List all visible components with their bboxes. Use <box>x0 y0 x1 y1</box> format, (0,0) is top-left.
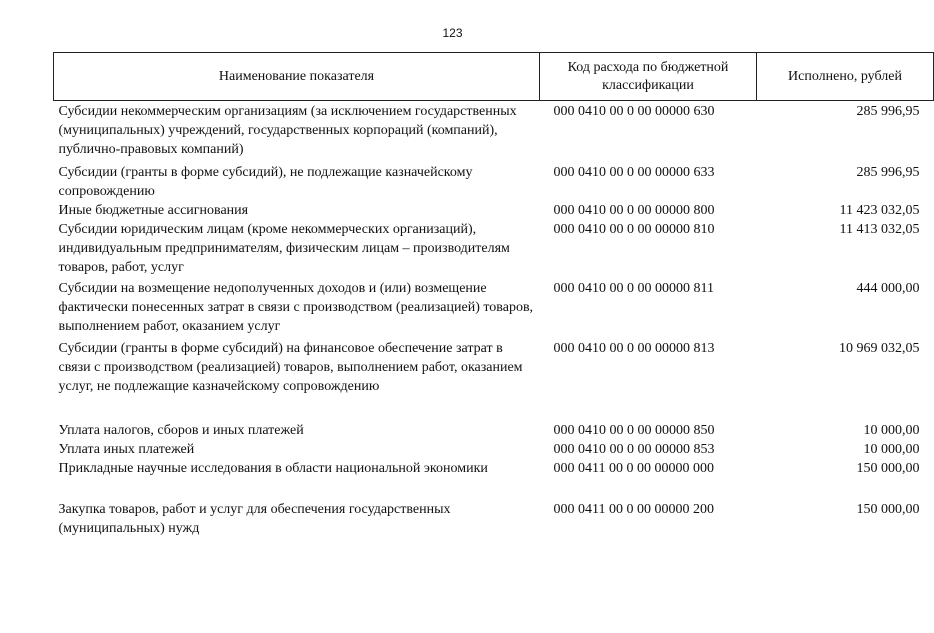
row-code: 000 0410 00 0 00 00000 800 <box>553 203 715 218</box>
row-name: Уплата иных платежей <box>58 442 195 457</box>
budget-table <box>53 52 934 540</box>
row-code: 000 0410 00 0 00 00000 850 <box>553 423 715 438</box>
row-executed: 10 000,00 <box>863 442 920 457</box>
row-code: 000 0410 00 0 00 00000 813 <box>553 341 715 356</box>
table-row <box>54 101 934 160</box>
row-name: Субсидии на возмещение недополученных доходов и (или) возмещение фактически понесенных затрат в связи с производством (реализацией) товаров, выполнением работ, оказанием услуг <box>58 281 534 334</box>
table-row <box>54 339 934 421</box>
header-code: Код расхода по бюджетной классификации <box>540 53 757 101</box>
table-row <box>54 440 934 459</box>
row-name: Субсидии (гранты в форме субсидий) на финансовое обеспечение затрат в связи с производством (реализацией) товаров, выполнением работ, оказанием услуг, не подлежащие казначейскому сопровождению <box>58 341 523 394</box>
row-executed: 150 000,00 <box>856 461 920 476</box>
row-code: 000 0411 00 0 00 00000 000 <box>553 461 714 476</box>
row-name: Прикладные научные исследования в области национальной экономики <box>58 461 488 476</box>
page-number: 123 <box>442 26 463 40</box>
row-name: Субсидии (гранты в форме субсидий), не подлежащие казначейскому сопровождению <box>58 165 473 199</box>
row-code: 000 0410 00 0 00 00000 630 <box>553 104 715 119</box>
row-code: 000 0411 00 0 00 00000 200 <box>553 502 714 517</box>
table-body <box>54 101 934 541</box>
table-row <box>54 279 934 339</box>
row-executed: 11 413 032,05 <box>839 222 920 237</box>
row-code: 000 0410 00 0 00 00000 811 <box>553 281 714 296</box>
row-executed: 285 996,95 <box>856 165 920 180</box>
row-code: 000 0410 00 0 00 00000 633 <box>553 165 715 180</box>
row-name: Субсидии некоммерческим организациям (за исключением государственных (муниципальных) учреждений, государственных корпораций (компаний), публично-правовых компаний) <box>58 104 517 157</box>
table-header <box>54 53 934 101</box>
row-name: Уплата налогов, сборов и иных платежей <box>58 423 304 438</box>
header-row <box>54 53 934 101</box>
row-name: Субсидии юридическим лицам (кроме некоммерческих организаций), индивидуальным предпринимателям, физическим лицам – производителям товаров, работ, услуг <box>58 222 510 275</box>
header-name: Наименование показателя <box>54 53 540 101</box>
table-row <box>54 500 934 540</box>
row-executed: 150 000,00 <box>856 502 920 517</box>
table-row <box>54 159 934 201</box>
table-row <box>54 459 934 500</box>
row-executed: 285 996,95 <box>856 104 920 119</box>
header-executed: Исполнено, рублей <box>757 53 934 101</box>
row-name: Иные бюджетные ассигнования <box>58 203 249 218</box>
row-code: 000 0410 00 0 00 00000 853 <box>553 442 715 457</box>
row-code: 000 0410 00 0 00 00000 810 <box>553 222 715 237</box>
table-row <box>54 421 934 440</box>
row-executed: 10 000,00 <box>863 423 920 438</box>
row-name: Закупка товаров, работ и услуг для обеспечения государственных (муниципальных) нужд <box>58 502 451 536</box>
row-executed: 444 000,00 <box>856 281 920 296</box>
table-row <box>54 220 934 279</box>
row-executed: 10 969 032,05 <box>839 341 920 356</box>
table-row <box>54 201 934 220</box>
row-executed: 11 423 032,05 <box>839 203 920 218</box>
